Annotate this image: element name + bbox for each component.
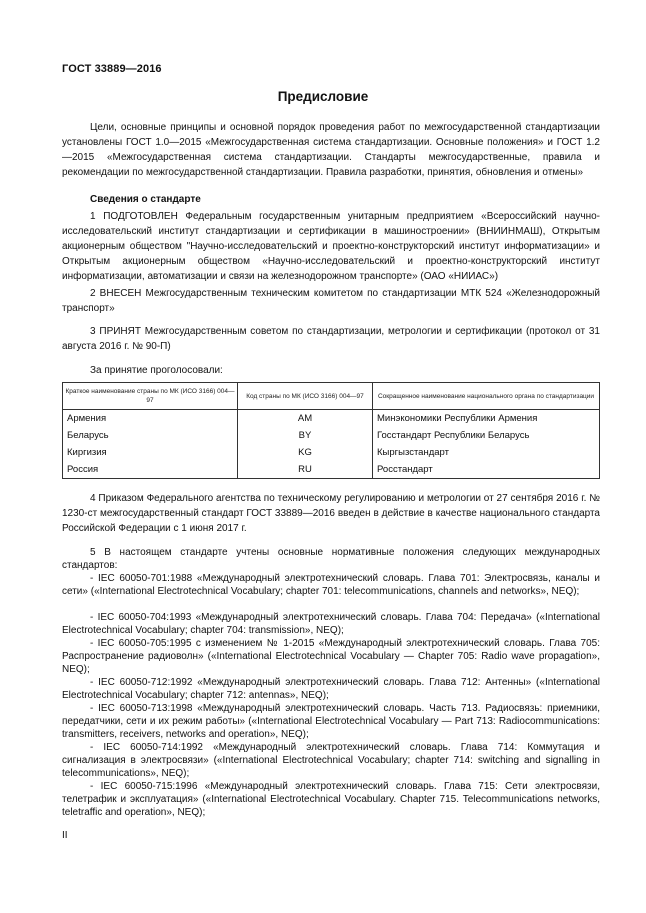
table-row <box>63 461 600 479</box>
standard-list-item: - IEC 60050-705:1995 с изменением № 1-2015 «Международный электротехнический словарь. Глава 705: Распространение радиоволн» («International Electrotechnical Vocabulary — Chapter 705: Radio wave propagation», NEQ); <box>62 638 600 675</box>
votes-table <box>62 382 600 479</box>
cell-code: BY <box>238 427 373 444</box>
table-row <box>63 410 600 428</box>
table-header-code: Код страны по МК (ИСО 3166) 004—97 <box>238 383 373 410</box>
cell-country: Армения <box>63 410 238 428</box>
page-number: II <box>62 830 68 841</box>
table-header-row <box>63 383 600 410</box>
item-3-paragraph: 3 ПРИНЯТ Межгосударственным советом по стандартизации, метрологии и сертификации (протокол от 31 августа 2016 г. № 90-П) <box>62 326 600 352</box>
standard-list-item: - IEC 60050-715:1996 «Международный электротехнический словарь. Глава 715: Сети электросвязи, телетрафик и эксплуатация» («International Electrotechnical Vocabulary. Chapter 715. Telecommunications networks, teletraffic and operation», NEQ); <box>62 781 600 818</box>
cell-body: Минэкономики Республики Армения <box>373 410 600 428</box>
cell-code: RU <box>238 461 373 479</box>
standard-list-item: - IEC 60050-704:1993 «Международный электротехнический словарь. Глава 704: Передача» («International Electrotechnical Vocabulary; chapter 704: transmission», NEQ); <box>62 612 600 636</box>
item-1-paragraph: 1 ПОДГОТОВЛЕН Федеральным государственным унитарным предприятием «Всероссийский научно-исследовательский институт стандартизации и сертификации в машиностроении» (ВНИИНМАШ), Открытым акционерным обществом "Научно-исследовательский и проектно-конструкторский институт информатизации» и Открытым акционерным обществом «Научно-исследовательский и проектно-конструкторский институт информатизации, автоматизации и связи на железнодорожном транспорте» (ОАО «НИИАС») <box>62 211 600 282</box>
item-5-paragraph: 5 В настоящем стандарте учтены основные нормативные положения следующих международных стандартов: <box>62 547 600 571</box>
cell-country: Россия <box>63 461 238 479</box>
cell-body: Кыргызстандарт <box>373 444 600 461</box>
table-row <box>63 444 600 461</box>
standard-list-item: - IEC 60050-714:1992 «Международный электротехнический словарь. Глава 714: Коммутация и сигнализация в электросвязи» («International Electrotechnical Vocabulary; chapter 714: switching and signalling in telecommunications», NEQ); <box>62 742 600 779</box>
page-title: Предисловие <box>277 89 369 104</box>
table-header-body: Сокращенное наименование национального органа по стандартизации <box>373 383 600 410</box>
item-4-paragraph: 4 Приказом Федерального агентства по техническому регулированию и метрологии от 27 сентября 2016 г. № 1230-ст межгосударственный стандарт ГОСТ 33889—2016 введен в действие в качестве национального стандарта Российской Федерации с 1 июня 2017 г. <box>62 493 600 534</box>
cell-code: AM <box>238 410 373 428</box>
cell-body: Госстандарт Республики Беларусь <box>373 427 600 444</box>
cell-country: Беларусь <box>63 427 238 444</box>
intro-paragraph: Цели, основные принципы и основной порядок проведения работ по межгосударственной стандартизации установлены ГОСТ 1.0—2015 «Межгосударственная система стандартизации. Основные положения» и ГОСТ 1.2—2015 «Межгосударственная система стандартизации. Стандарты межгосударственные, правила и рекомендации по межгосударственной стандартизации. Правила разработки, принятия, обновления и отмены» <box>62 122 600 178</box>
item-2-paragraph: 2 ВНЕСЕН Межгосударственным техническим комитетом по стандартизации МТК 524 «Железнодорожный транспорт» <box>62 288 600 314</box>
table-header-country: Краткое наименование страны по МК (ИСО 3166) 004—97 <box>63 383 238 410</box>
cell-code: KG <box>238 444 373 461</box>
standard-list-item: - IEC 60050-701:1988 «Международный электротехнический словарь. Глава 701: Электросвязь, каналы и сети» («International Electrotechnical Vocabulary; chapter 701: telecommunications, channels and networks», NEQ); <box>62 573 600 597</box>
subheading: Сведения о стандарте <box>90 194 201 205</box>
votes-label: За принятие проголосовали: <box>90 365 223 376</box>
table-row <box>63 427 600 444</box>
cell-country: Киргизия <box>63 444 238 461</box>
cell-body: Росстандарт <box>373 461 600 479</box>
standard-list-item: - IEC 60050-712:1992 «Международный электротехнический словарь. Глава 712: Антенны» («International Electrotechnical Vocabulary; chapter 712: antennas», NEQ); <box>62 677 600 701</box>
standard-list-item: - IEC 60050-713:1998 «Международный электротехнический словарь. Часть 713. Радиосвязь: приемники, передатчики, сети и их режим работы» («International Electrotechnical Vocabulary — Part 713: Radiocommunications: transmitters, receivers, networks and operation», NEQ); <box>62 703 600 740</box>
document-code: ГОСТ 33889—2016 <box>62 63 162 75</box>
